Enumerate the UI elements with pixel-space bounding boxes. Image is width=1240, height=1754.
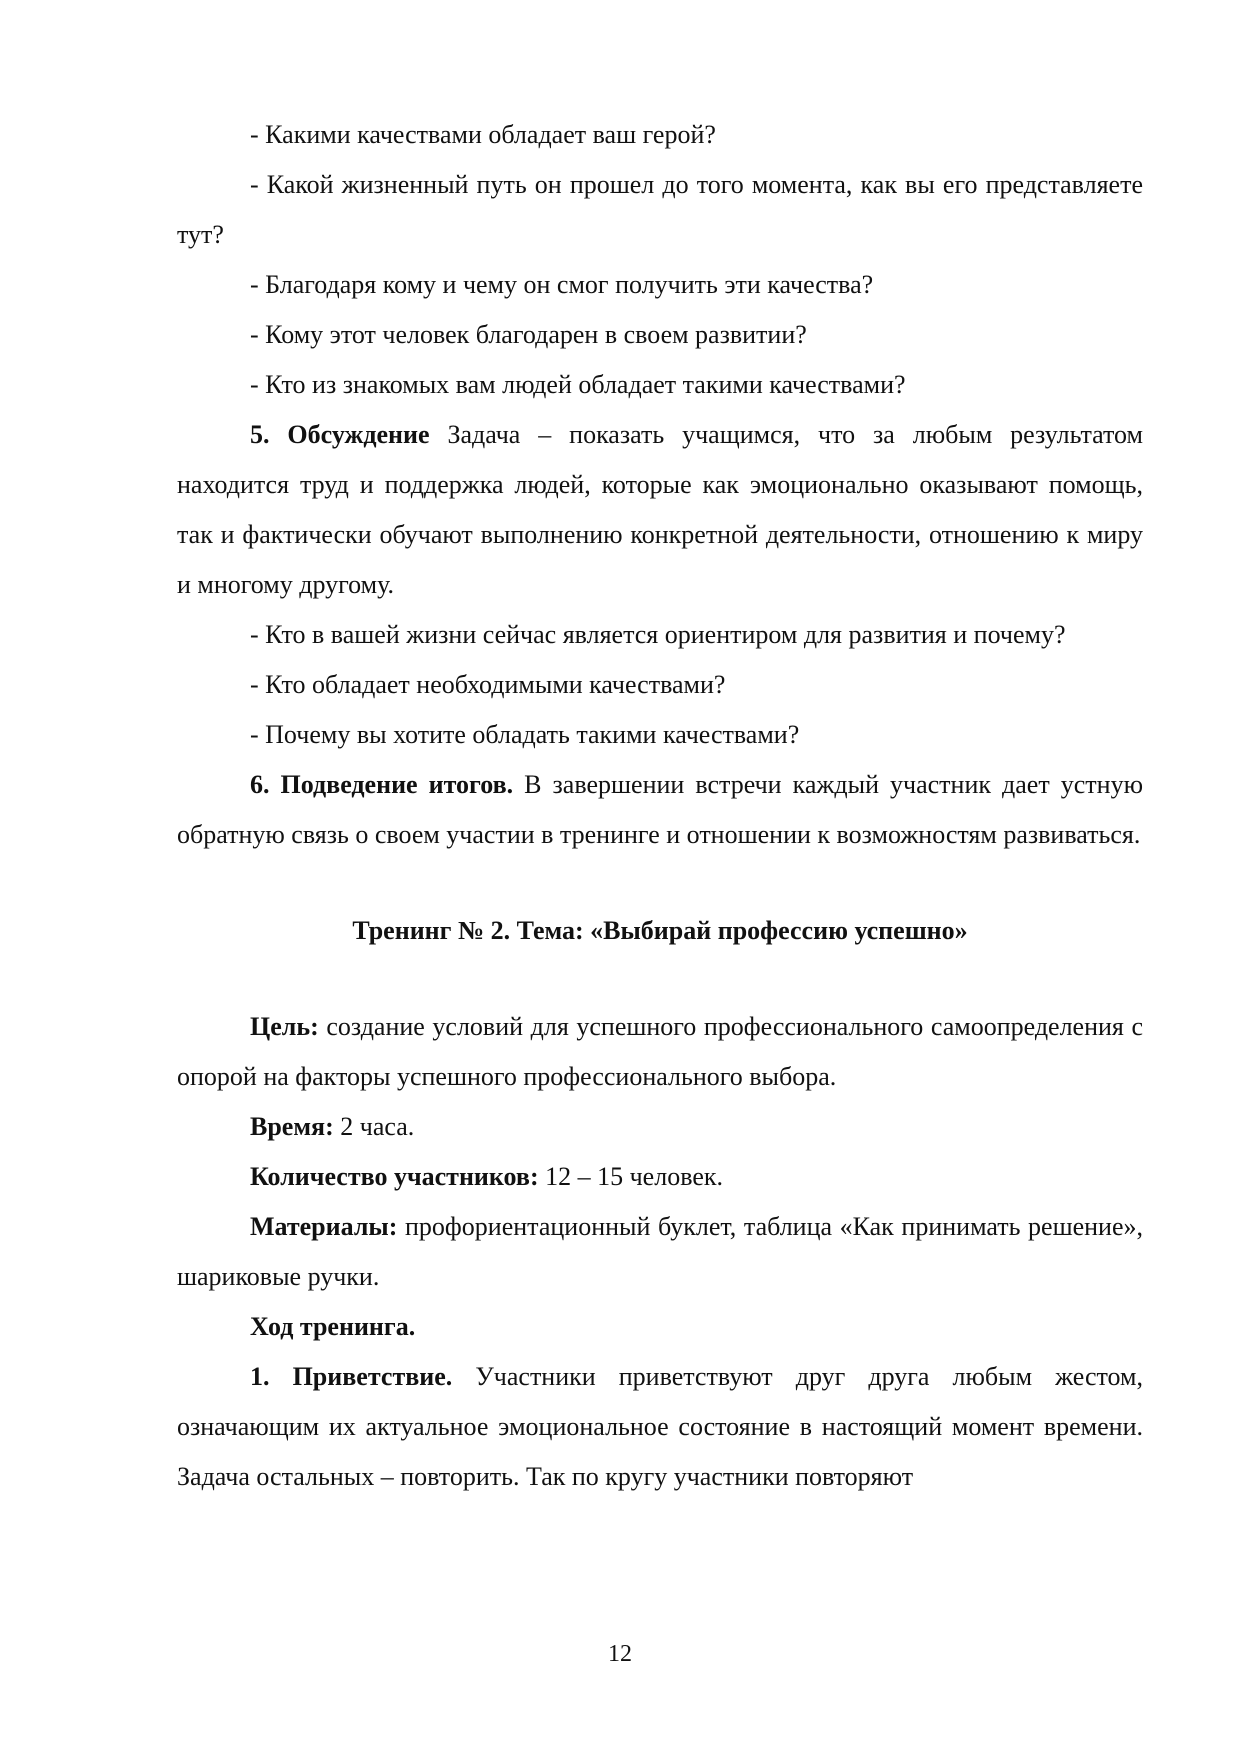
question-landmark: - Кто в вашей жизни сейчас является ориентиром для развития и почему? bbox=[250, 620, 1066, 649]
training-materials bbox=[177, 1202, 1143, 1302]
step-6-summary bbox=[177, 760, 1143, 860]
step-1-title: 1. Приветствие. bbox=[250, 1362, 453, 1391]
training-time bbox=[177, 1102, 1143, 1152]
materials-label: Материалы: bbox=[250, 1212, 398, 1241]
question-necessary-qualities: - Кто обладает необходимыми качествами? bbox=[250, 670, 726, 699]
course-label: Ход тренинга. bbox=[250, 1312, 416, 1341]
question-hero-thanks-to: - Благодаря кому и чему он смог получить эти качества? bbox=[250, 270, 874, 299]
step-6-text: В завершении встречи каждый участник дает устную обратную связь о своем участии в тренинге и отношении к возможностям развиваться. bbox=[177, 770, 1143, 849]
step-5-title: 5. Обсуждение bbox=[250, 420, 430, 449]
goal-label: Цель: bbox=[250, 1012, 319, 1041]
step-1-greeting bbox=[177, 1352, 1143, 1502]
time-text: 2 часа. bbox=[340, 1112, 415, 1141]
training-2-heading: Тренинг № 2. Тема: «Выбирай профессию успешно» bbox=[352, 916, 968, 945]
materials-text: профориентационный буклет, таблица «Как принимать решение», шариковые ручки. bbox=[177, 1212, 1144, 1291]
training-participants bbox=[177, 1152, 1143, 1202]
question-why-qualities: - Почему вы хотите обладать такими качествами? bbox=[250, 720, 800, 749]
question-hero-acquaintances: - Кто из знакомых вам людей обладает такими качествами? bbox=[250, 370, 906, 399]
question-hero-path: - Какой жизненный путь он прошел до того момента, как вы его представляете тут? bbox=[177, 170, 1143, 249]
participants-label: Количество участников: bbox=[250, 1162, 539, 1191]
question-hero-grateful: - Кому этот человек благодарен в своем развитии? bbox=[250, 320, 807, 349]
goal-text: создание условий для успешного профессионального самоопределения с опорой на факторы успешного профессионального выбора. bbox=[177, 1012, 1144, 1091]
participants-text: 12 – 15 человек. bbox=[545, 1162, 723, 1191]
page-body bbox=[177, 110, 1143, 1502]
step-5-text: Задача – показать учащимся, что за любым результатом находится труд и поддержка людей, которые как эмоционально оказывают помощь, так и фактически обучают выполнению конкретной деятельности, отношению к миру и многому другому. bbox=[177, 420, 1143, 599]
time-label: Время: bbox=[250, 1112, 334, 1141]
question-hero-qualities: - Какими качествами обладает ваш герой? bbox=[250, 120, 716, 149]
training-goal bbox=[177, 1002, 1143, 1102]
page-number: 12 bbox=[608, 1641, 632, 1667]
step-6-title: 6. Подведение итогов. bbox=[250, 770, 514, 799]
step-5-discussion bbox=[177, 410, 1143, 610]
training-course bbox=[177, 1302, 1143, 1352]
step-1-text: Участники приветствуют друг друга любым жестом, означающим их актуальное эмоциональное состояние в настоящий момент времени. Задача остальных – повторить. Так по кругу участники повторяют bbox=[177, 1362, 1143, 1491]
